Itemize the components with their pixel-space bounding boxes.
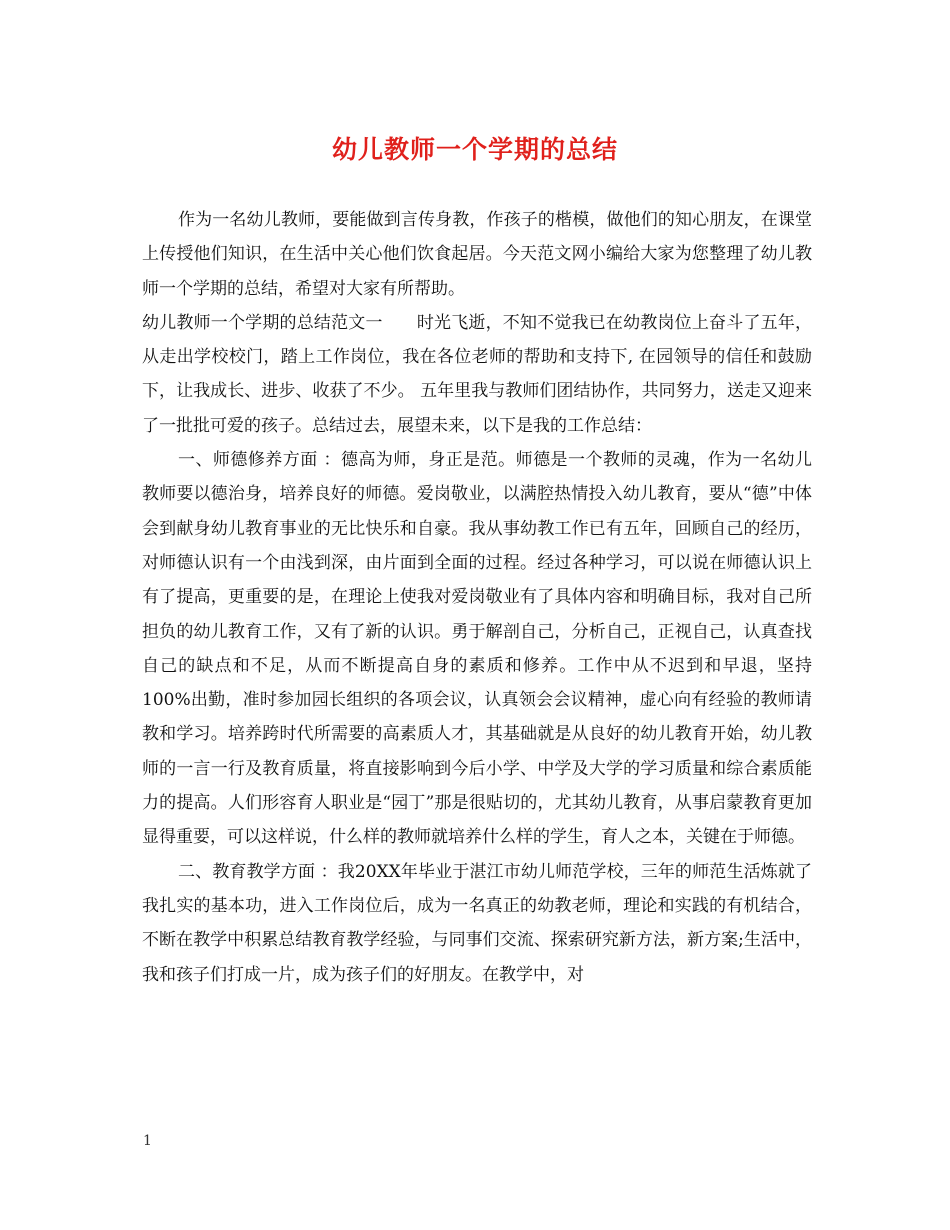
- section-teaching-paragraph: 二、教育教学方面 ：我20XX年毕业于湛江市幼儿师范学校，三年的师范生活炼就了我扎实的基本功，进入工作岗位后，成为一名真正的幼教老师，理论和实践的有机结合，不断在教学中积累总结教育教学经验，与同事们交流、探索研究新方法，新方案;生活中，我和孩子们打成一片，成为孩子们的好朋友。在教学中，对: [142, 861, 812, 985]
- document-body: [142, 203, 812, 992]
- page-number: 1: [143, 1133, 152, 1149]
- sample-opening-text: 时光飞逝，不知不觉我已在幼教岗位上奋斗了五年，从走出学校校门，踏上工作岗位，我在各位老师的帮助和支持下, 在园领导的信任和鼓励下，让我成长、进步、收获了不少。 五年里我与教师们团结协作，共同努力，送走又迎来了一批批可爱的孩子。总结过去，展望未来，以下是我的工作总结：: [142, 312, 813, 436]
- document-title: 幼儿教师一个学期的总结: [331, 135, 618, 164]
- sample-heading: 幼儿教师一个学期的总结范文一: [142, 312, 383, 333]
- sample-paragraph: [142, 306, 812, 443]
- intro-paragraph: 作为一名幼儿教师，要能做到言传身教，作孩子的楷模，做他们的知心朋友，在课堂上传授他们知识，在生活中关心他们饮食起居。今天范文网小编给大家为您整理了幼儿教师一个学期的总结，希望对大家有所帮助。: [142, 210, 812, 299]
- section-ethics-paragraph: 一、师德修养方面 ：德高为师，身正是范。师德是一个教师的灵魂，作为一名幼儿教师要以德治身，培养良好的师德。爱岗敬业，以满腔热情投入幼儿教育，要从“德”中体会到献身幼儿教育事业的无比快乐和自豪。我从事幼教工作已有五年，回顾自己的经历，对师德认识有一个由浅到深，由片面到全面的过程。经过各种学习，可以说在师德认识上有了提高，更重要的是，在理论上使我对爱岗敬业有了具体内容和明确目标，我对自己所担负的幼儿教育工作，又有了新的认识。勇于解剖自己，分析自己，正视自己，认真查找自己的缺点和不足，从而不断提高自身的素质和修养。工作中从不迟到和早退，坚持100%出勤，准时参加园长组织的各项会议，认真领会会议精神，虚心向有经验的教师请教和学习。培养跨时代所需要的高素质人才，其基础就是从良好的幼儿教育开始，幼儿教师的一言一行及教育质量，将直接影响到今后小学、中学及大学的学习质量和综合素质能力的提高。人们形容育人职业是“园丁”那是很贴切的，尤其幼儿教育，从事启蒙教育更加显得重要，可以这样说，什么样的教师就培养什么样的学生，育人之本，关键在于师德。: [142, 450, 812, 848]
